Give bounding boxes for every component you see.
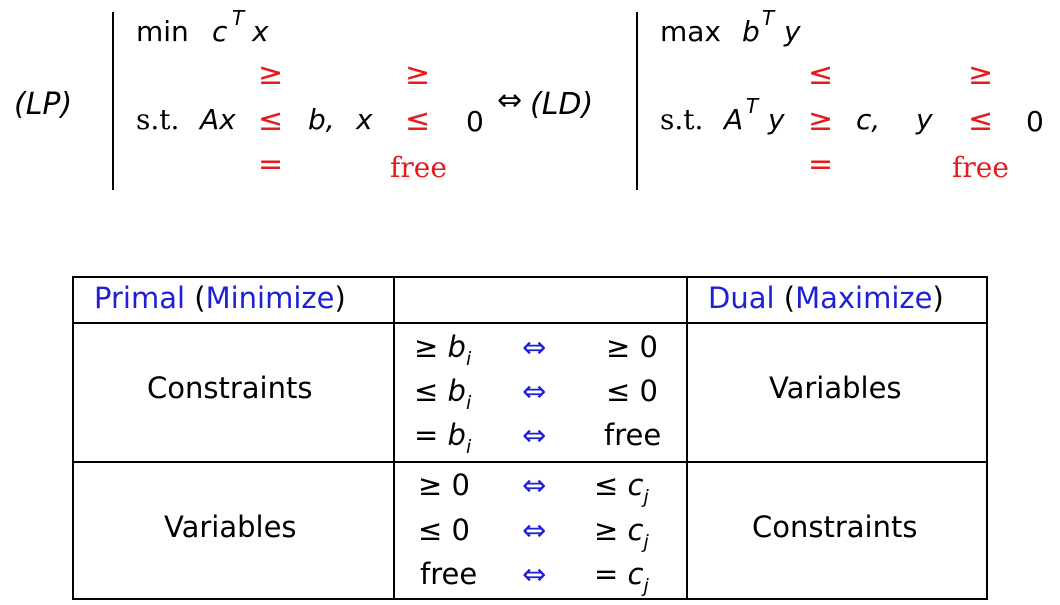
table-border-left [72, 276, 74, 600]
block2-row2-lhs: ≤ 0 [418, 513, 470, 547]
primal-var: x [356, 103, 373, 136]
table-divider-1 [393, 276, 395, 600]
b1r1-sub: i [465, 348, 472, 370]
primal-label: (LP) [14, 87, 73, 122]
block1-left-label: Constraints [147, 371, 313, 405]
dual-var-bot: free [952, 151, 1009, 184]
header-dual [708, 281, 944, 315]
header-dual-paren-open: ( [783, 281, 796, 315]
dual-zero: 0 [1026, 105, 1044, 138]
primal-rel-mid: ≤ [258, 103, 284, 138]
table-rule-top [72, 276, 988, 278]
block2-row3-arrow: ⇔ [522, 557, 547, 591]
dual-rhs: c, [856, 103, 881, 136]
header-primal-sense: Minimize [205, 281, 335, 315]
block2-row3-lhs: free [420, 557, 478, 591]
block2-row1-rhs [594, 468, 649, 508]
header-primal-paren-open: ( [194, 281, 206, 315]
block1-row3-lhs [414, 418, 472, 458]
primal-rel-top: ≥ [258, 57, 284, 92]
b1r1-var: b [447, 330, 466, 364]
table-border-right [986, 276, 988, 600]
table-rule-header [72, 322, 988, 324]
b2r3-var: c [627, 557, 644, 591]
primal-dual-table [72, 276, 988, 600]
b2r1-rel: ≤ [594, 468, 619, 502]
header-primal-paren-close: ) [334, 281, 346, 315]
b1r2-rel: ≤ [414, 374, 439, 408]
b2r2-var: c [627, 513, 644, 547]
primal-objective-x: x [252, 15, 269, 48]
header-dual-sense: Maximize [795, 281, 933, 315]
dual-objective-word: max [660, 15, 722, 48]
header-primal-word: Primal [94, 281, 186, 315]
block1-right-label: Variables [769, 371, 902, 405]
b1r2-var: b [447, 374, 466, 408]
block1-row2-rhs: ≤ 0 [606, 374, 658, 408]
primal-rhs: b, [308, 103, 335, 136]
dual-var-top: ≥ [968, 57, 994, 92]
primal-var-mid: ≤ [405, 103, 431, 138]
dual-lhs-a: A [724, 103, 744, 136]
dual-var-mid: ≤ [968, 103, 994, 138]
primal-var-bot: free [390, 151, 447, 184]
dual-lhs-sup: T [746, 94, 759, 118]
block2-row3-rhs [594, 557, 649, 597]
block1-row1-lhs [414, 330, 472, 370]
block1-row1-arrow: ⇔ [522, 330, 547, 364]
dual-objective-b: b [742, 15, 760, 48]
block2-row2-arrow: ⇔ [522, 513, 547, 547]
primal-bar [112, 12, 114, 190]
header-dual-paren-close: ) [932, 281, 944, 315]
dual-rel-top: ≤ [808, 57, 834, 92]
b2r1-sub: j [643, 486, 649, 508]
block1-row3-rhs: free [604, 418, 662, 452]
b2r2-sub: j [643, 531, 649, 553]
b1r2-sub: i [465, 392, 472, 414]
b2r2-rel: ≥ [594, 513, 619, 547]
primal-objective-sup: T [232, 6, 245, 30]
dual-objective-sup: T [762, 6, 775, 30]
block1-row3-arrow: ⇔ [522, 418, 547, 452]
dual-objective-y: y [784, 15, 801, 48]
primal-objective-word: min [136, 15, 189, 48]
b1r3-var: b [447, 418, 466, 452]
dual-rel-bot: = [808, 147, 834, 182]
block2-row2-rhs [594, 513, 649, 553]
primal-var-top: ≥ [405, 57, 431, 92]
dual-label: (LD) [530, 87, 594, 122]
header-primal [94, 281, 346, 315]
b2r3-rel: = [594, 557, 619, 591]
equivalence-arrow: ⇔ [497, 83, 523, 118]
block1-row1-rhs: ≥ 0 [606, 330, 658, 364]
table-rule-middle [72, 461, 988, 463]
block1-row2-arrow: ⇔ [522, 374, 547, 408]
b2r3-sub: j [643, 575, 649, 597]
table-divider-2 [686, 276, 688, 600]
primal-st: s.t. [136, 103, 180, 136]
primal-lhs: Ax [200, 103, 236, 136]
dual-lhs-y: y [768, 103, 785, 136]
primal-objective-c: c [212, 15, 228, 48]
dual-st: s.t. [660, 103, 704, 136]
block2-row1-lhs: ≥ 0 [418, 468, 470, 502]
dual-bar [636, 12, 638, 190]
block1-row2-lhs [414, 374, 472, 414]
b2r1-var: c [627, 468, 644, 502]
b1r3-rel: = [414, 418, 439, 452]
header-dual-word: Dual [708, 281, 775, 315]
b1r1-rel: ≥ [414, 330, 439, 364]
block2-right-label: Constraints [752, 510, 918, 544]
dual-var: y [916, 103, 933, 136]
primal-rel-bot: = [258, 147, 284, 182]
primal-zero: 0 [466, 105, 484, 138]
table-rule-bottom [72, 598, 988, 600]
b1r3-sub: i [465, 436, 472, 458]
block2-row1-arrow: ⇔ [522, 468, 547, 502]
block2-left-label: Variables [164, 510, 297, 544]
dual-rel-mid: ≥ [808, 103, 834, 138]
